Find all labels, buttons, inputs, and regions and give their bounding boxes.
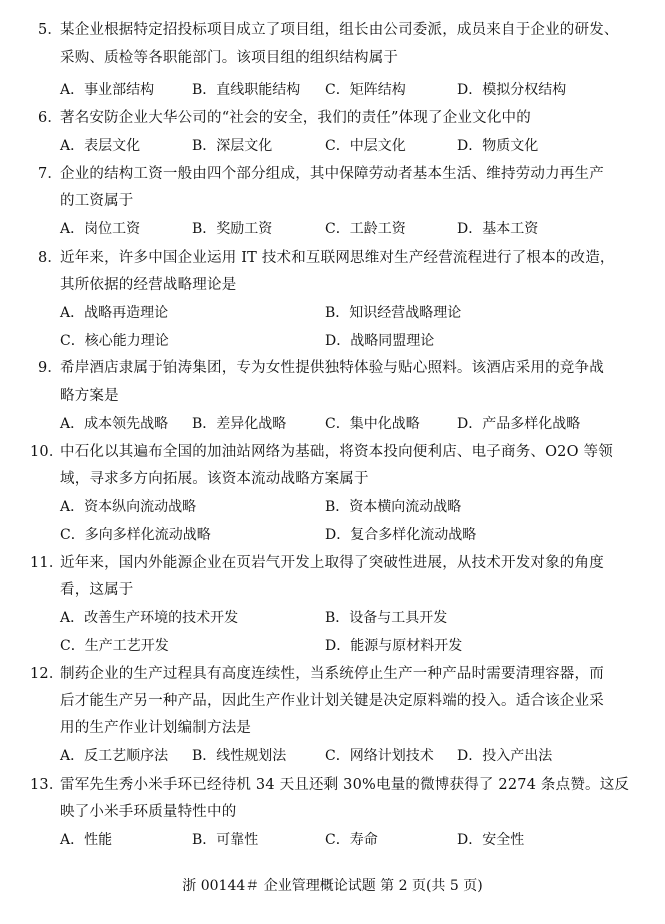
option-c: C．生产工艺开发 <box>60 638 169 654</box>
question-number: 12． <box>30 666 64 682</box>
option-b: B．直线职能结构 <box>192 82 301 98</box>
option-c: C．矩阵结构 <box>325 82 406 98</box>
option-a: A．表层文化 <box>60 138 141 154</box>
question-text: 雷军先生秀小米手环已经待机 34 天且还剩 30%电量的微博获得了 2274 条点赞。这反 <box>60 777 630 793</box>
question-number: 7． <box>38 166 63 182</box>
option-c: C．集中化战略 <box>325 416 420 432</box>
option-b: B．知识经营战略理论 <box>325 305 462 321</box>
option-d: D．能源与原材料开发 <box>325 638 463 654</box>
question-text: 著名安防企业大华公司的“社会的安全，我们的责任”体现了企业文化中的 <box>60 110 531 126</box>
question-text: 某企业根据特定招投标项目成立了项目组，组长由公司委派，成员来自于企业的研发、 <box>60 22 619 38</box>
question-text: 用的生产作业计划编制方法是 <box>60 720 252 736</box>
question-text: 希岸酒店隶属于铂涛集团，专为女性提供独特体验与贴心照料。该酒店采用的竞争战 <box>60 360 604 376</box>
question-text: 企业的结构工资一般由四个部分组成，其中保障劳动者基本生活、维持劳动力再生产 <box>60 166 604 182</box>
option-b: B．深层文化 <box>192 138 273 154</box>
option-b: B．奖励工资 <box>192 221 273 237</box>
option-a: A．事业部结构 <box>60 82 155 98</box>
question-number: 8． <box>38 250 63 266</box>
option-b: B．线性规划法 <box>192 748 287 764</box>
option-b: B．设备与工具开发 <box>325 610 448 626</box>
option-d: D．安全性 <box>457 832 525 848</box>
option-a: A．反工艺顺序法 <box>60 748 169 764</box>
question-text: 映了小米手环质量特性中的 <box>60 804 237 820</box>
option-c: C．寿命 <box>325 832 378 848</box>
question-text: 看，这属于 <box>60 582 134 598</box>
question-text: 制药企业的生产过程具有高度连续性，当系统停止生产一种产品时需要清理容器，而 <box>60 666 604 682</box>
option-b: B．差异化战略 <box>192 416 287 432</box>
option-d: D．战略同盟理论 <box>325 333 435 349</box>
question-number: 13． <box>30 777 64 793</box>
question-text: 后才能生产另一种产品，因此生产作业计划关键是决定原料端的投入。适合该企业采 <box>60 693 604 709</box>
option-c: C．网络计划技术 <box>325 748 434 764</box>
option-a: A．岗位工资 <box>60 221 141 237</box>
question-number: 5． <box>38 22 63 38</box>
option-a: A．性能 <box>60 832 113 848</box>
page-footer: 浙 00144＃ 企业管理概论试题 第 2 页(共 5 页) <box>182 878 483 894</box>
option-d: D．模拟分权结构 <box>457 82 567 98</box>
question-text: 略方案是 <box>60 388 119 404</box>
question-text: 采购、质检等各职能部门。该项目组的组织结构属于 <box>60 50 399 66</box>
option-c: C．中层文化 <box>325 138 406 154</box>
question-text: 近年来，许多中国企业运用 IT 技术和互联网思维对生产经营流程进行了根本的改造， <box>60 250 615 266</box>
question-text: 中石化以其遍布全国的加油站网络为基础，将资本投向便利店、电子商务、O2O 等领 <box>60 444 613 460</box>
option-d: D．投入产出法 <box>457 748 553 764</box>
option-d: D．物质文化 <box>457 138 539 154</box>
option-d: D．基本工资 <box>457 221 539 237</box>
option-d: D．产品多样化战略 <box>457 416 581 432</box>
option-b: B．可靠性 <box>192 832 259 848</box>
option-c: C．工龄工资 <box>325 221 406 237</box>
option-a: A．成本领先战略 <box>60 416 169 432</box>
option-a: A．战略再造理论 <box>60 305 169 321</box>
option-a: A．资本纵向流动战略 <box>60 499 197 515</box>
option-b: B．资本横向流动战略 <box>325 499 462 515</box>
question-number: 10． <box>30 444 64 460</box>
question-text: 近年来，国内外能源企业在页岩气开发上取得了突破性进展，从技术开发对象的角度 <box>60 555 604 571</box>
question-number: 11． <box>30 555 64 571</box>
option-c: C．多向多样化流动战略 <box>60 527 211 543</box>
option-c: C．核心能力理论 <box>60 333 169 349</box>
question-number: 6． <box>38 110 63 126</box>
question-text: 其所依据的经营战略理论是 <box>60 277 237 293</box>
option-a: A．改善生产环境的技术开发 <box>60 610 239 626</box>
question-number: 9． <box>38 360 63 376</box>
option-d: D．复合多样化流动战略 <box>325 527 477 543</box>
question-text: 的工资属于 <box>60 193 134 209</box>
question-text: 域，寻求多方向拓展。该资本流动战略方案属于 <box>60 471 369 487</box>
